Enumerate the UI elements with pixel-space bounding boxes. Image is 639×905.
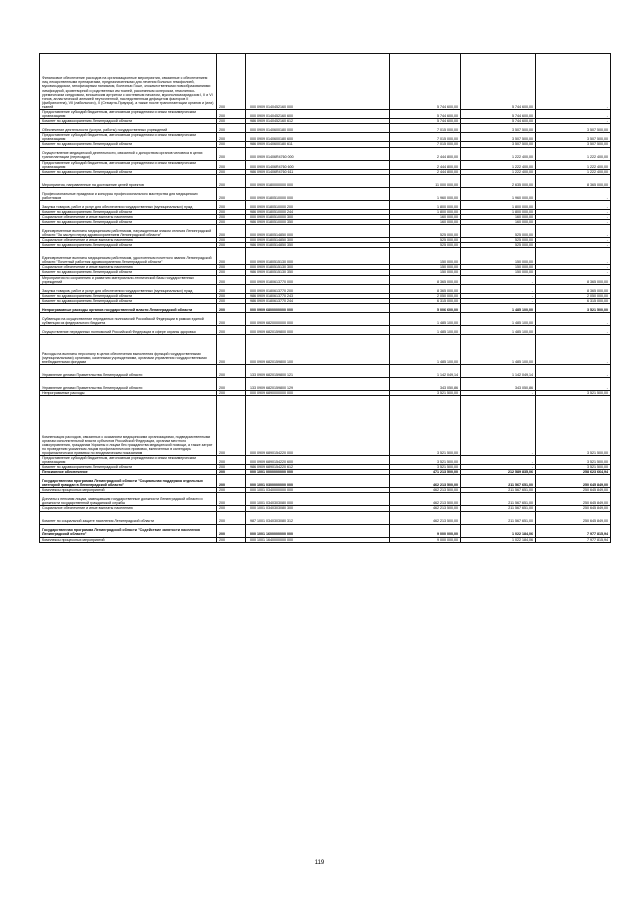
row-approved-cell: 525 000,00 [390, 243, 461, 248]
row-approved-cell: 3 521 500,00 [390, 395, 461, 455]
row-name-cell: Управление делами Правительства Ленинградской области [40, 377, 217, 390]
row-name-cell: Социальное обеспечение и иные выплаты населению [40, 214, 217, 219]
row-code-line-cell: 200 [217, 511, 246, 524]
row-name-cell: Закупка товаров, работ и услуг для обеспечения государственных (муниципальных) нужд [40, 284, 217, 293]
row-unexecuted-cell: 250 645 849,00 [536, 511, 611, 524]
row-code-line-cell: 200 [217, 220, 246, 225]
row-unexecuted-cell: 250 645 849,00 [536, 488, 611, 493]
row-executed-cell: 211 567 651,00 [461, 488, 536, 493]
row-code-line-cell: 200 [217, 265, 246, 270]
row-approved-cell: 2 444 800,00 [390, 147, 461, 160]
row-unexecuted-cell: - [536, 238, 611, 243]
table-row [40, 475, 611, 488]
row-approved-cell: 7 015 000,00 [390, 124, 461, 133]
row-name-cell: Расходы на выплаты персоналу в целях обеспечения выполнения функций государственными (муниципальными) органами, казенными учреждениями, органами управления государственными внебюджетными фондами [40, 334, 217, 364]
row-approved-cell: 462 213 500,00 [390, 493, 461, 506]
row-budget-code-cell: 000 1001 0340303080 300 [246, 506, 390, 511]
row-approved-cell: 7 015 000,00 [390, 142, 461, 147]
row-budget-code-cell: 000 0909 0140452160 000 [246, 54, 390, 110]
row-executed-cell: 1 960 000,00 [461, 187, 536, 200]
row-budget-code-cell: 000 0909 01406R4760 600 [246, 160, 390, 169]
row-approved-cell: 150 000,00 [390, 248, 461, 265]
row-unexecuted-cell: 3 521 500,00 [536, 455, 611, 464]
row-budget-code-cell: 000 0909 0180510000 300 [246, 214, 390, 219]
row-budget-code-cell: 000 0909 6820159800 000 [246, 325, 390, 334]
row-executed-cell: - [461, 284, 536, 293]
row-approved-cell: 8 365 000,00 [390, 284, 461, 293]
row-unexecuted-cell: 1 222 400,00 [536, 169, 611, 174]
row-code-line-cell: 200 [217, 142, 246, 147]
row-budget-code-cell: 986 0909 0180510000 350 [246, 220, 390, 225]
row-name-cell: Комитет по здравоохранению Ленинградской области [40, 298, 217, 303]
row-approved-cell: 2 050 000,00 [390, 293, 461, 298]
row-name-cell: Управление делами Правительства Ленинградской области [40, 364, 217, 377]
row-executed-cell: 1 800 000,00 [461, 200, 536, 209]
row-executed-cell: 1 222 400,00 [461, 169, 536, 174]
row-unexecuted-cell: - [536, 200, 611, 209]
row-name-cell: Мероприятия, направленные на достижение целей проектов [40, 174, 217, 187]
row-name-cell: Профессиональные праздники и конкурсы профессионального мастерства для медицинских работников [40, 187, 217, 200]
row-code-line-cell: 200 [217, 248, 246, 265]
table-row [40, 110, 611, 119]
row-unexecuted-cell: - [536, 243, 611, 248]
row-unexecuted-cell: - [536, 334, 611, 364]
row-budget-code-cell: 000 1001 1600000000 000 [246, 524, 390, 537]
row-name-cell: Финансовое обеспечение расходов на организационные мероприятия, связанные с обеспечением лиц лекарственными препаратами, предназначенными для лечения больных гемофилией, муковисцидозом, гипофизарным нанизмом, болезнью Гоше, злокачественными новообразованиями лимфоидной, кроветворной и родственных им тканей, рассеянным склерозом, гемолитико-уремическим синдромом, юношеским артритом с системным началом, мукополисахаридозом I, II и VI типов, апластической анемией неуточненной, наследственным дефицитом факторов II (фибриногена), VII (лабильного), X (Стюарта-Прауэра), а также после трансплантации органов и (или) тканей [40, 54, 217, 110]
row-code-line-cell: 200 [217, 200, 246, 209]
row-executed-cell: 5 744 600,00 [461, 119, 536, 124]
row-approved-cell: 6 315 000,00 [390, 298, 461, 303]
table-row [40, 312, 611, 325]
row-approved-cell: 3 521 500,00 [390, 465, 461, 470]
row-budget-code-cell: 000 0909 6820000000 000 [246, 312, 390, 325]
row-code-line-cell: 200 [217, 133, 246, 142]
row-code-line-cell: 200 [217, 270, 246, 275]
row-budget-code-cell: 000 0909 0180510000 000 [246, 187, 390, 200]
row-name-cell: Комитет по здравоохранению Ленинградской области [40, 169, 217, 174]
row-approved-cell: 1 142 049,14 [390, 364, 461, 377]
row-unexecuted-cell: - [536, 220, 611, 225]
row-name-cell: Комитет по здравоохранению Ленинградской области [40, 243, 217, 248]
row-executed-cell: 1 142 049,14 [461, 364, 536, 377]
row-name-cell: Комплексы процессных мероприятий [40, 488, 217, 493]
row-executed-cell: 525 000,00 [461, 243, 536, 248]
row-approved-cell: 11 000 000,00 [390, 174, 461, 187]
row-budget-code-cell: 986 0909 0180613770 243 [246, 293, 390, 298]
table-row [40, 303, 611, 312]
row-unexecuted-cell: 8 365 000,00 [536, 275, 611, 284]
row-unexecuted-cell: 258 623 664,94 [536, 470, 611, 475]
row-name-cell: Комитет по здравоохранению Ленинградской области [40, 209, 217, 214]
row-approved-cell: 525 000,00 [390, 225, 461, 238]
table-row [40, 284, 611, 293]
table-row [40, 524, 611, 537]
row-budget-code-cell: 986 0909 0180515130 350 [246, 270, 390, 275]
row-code-line-cell: 200 [217, 303, 246, 312]
row-budget-code-cell: 000 0909 0140600180 000 [246, 124, 390, 133]
row-name-cell: Государственная программа Ленинградской области "Социальная поддержка отдельных категорий граждан в Ленинградской области" [40, 475, 217, 488]
row-budget-code-cell: 000 0909 6890154220 600 [246, 455, 390, 464]
row-code-line-cell: 200 [217, 390, 246, 395]
row-executed-cell: 525 000,00 [461, 238, 536, 243]
row-executed-cell: 1 222 400,00 [461, 147, 536, 160]
row-budget-code-cell: 000 0909 0140452160 600 [246, 110, 390, 119]
row-name-cell: Предоставление субсидий бюджетным, автономным учреждениям и иным некоммерческим организациям [40, 160, 217, 169]
row-name-cell: Непрограммные расходы [40, 390, 217, 395]
row-name-cell: Доплаты к пенсиям лицам, замещавшим государственные должности Ленинградской области и должности государственной гражданской службы [40, 493, 217, 506]
table-row [40, 200, 611, 209]
row-budget-code-cell: 986 0909 0180613770 244 [246, 298, 390, 303]
row-unexecuted-cell: - [536, 364, 611, 377]
row-approved-cell: 9 000 000,00 [390, 537, 461, 542]
row-executed-cell: - [461, 298, 536, 303]
table-row [40, 147, 611, 160]
table-row [40, 395, 611, 455]
row-unexecuted-cell: - [536, 54, 611, 110]
row-unexecuted-cell: 3 507 500,00 [536, 133, 611, 142]
row-budget-code-cell: 986 0909 0180510000 244 [246, 209, 390, 214]
row-unexecuted-cell: - [536, 270, 611, 275]
row-approved-cell: 150 000,00 [390, 270, 461, 275]
row-name-cell: Закупка товаров, работ и услуг для обеспечения государственных (муниципальных) нужд [40, 200, 217, 209]
row-name-cell: Компенсация расходов, связанных с оказанием медицинскими организациями, подведомственными органам исполнительной власти субъектов Российской Федерации, органам местного самоуправления, гражданам Украины и лицам без гражданства медицинской помощи, а также затрат по проведению указанным лицам профилактических прививок, включенных в календарь профилактических прививок по эпидемическим показаниям [40, 395, 217, 455]
row-code-line-cell: 200 [217, 364, 246, 377]
row-budget-code-cell: 987 1001 0340303080 312 [246, 511, 390, 524]
row-approved-cell: 5 744 600,00 [390, 54, 461, 110]
row-code-line-cell: 200 [217, 214, 246, 219]
row-executed-cell: - [461, 465, 536, 470]
row-executed-cell: 5 744 600,00 [461, 110, 536, 119]
row-approved-cell: 160 000,00 [390, 220, 461, 225]
row-code-line-cell: 200 [217, 160, 246, 169]
row-name-cell: Мероприятия по сохранению и развитию материально-технической базы государственных учреждений [40, 275, 217, 284]
table-row [40, 54, 611, 110]
row-approved-cell: 462 213 500,00 [390, 506, 461, 511]
row-code-line-cell: 200 [217, 187, 246, 200]
row-executed-cell: 1 485 100,00 [461, 325, 536, 334]
row-executed-cell: 211 567 651,00 [461, 506, 536, 511]
row-executed-cell: 525 000,00 [461, 225, 536, 238]
row-executed-cell: 1 022 184,06 [461, 537, 536, 542]
row-unexecuted-cell: - [536, 209, 611, 214]
row-name-cell: Комитет по социальной защите населения Ленинградской области [40, 511, 217, 524]
row-executed-cell: 1 485 100,00 [461, 303, 536, 312]
row-code-line-cell: 200 [217, 298, 246, 303]
row-budget-code-cell: 000 0909 0180613770 000 [246, 275, 390, 284]
row-unexecuted-cell: 3 507 500,00 [536, 142, 611, 147]
row-executed-cell: - [461, 455, 536, 464]
row-approved-cell: 150 000,00 [390, 265, 461, 270]
row-name-cell: Комитет по здравоохранению Ленинградской области [40, 465, 217, 470]
row-approved-cell: 1 485 100,00 [390, 312, 461, 325]
row-approved-cell: 5 006 600,00 [390, 303, 461, 312]
row-unexecuted-cell: 8 365 000,00 [536, 174, 611, 187]
row-unexecuted-cell: - [536, 225, 611, 238]
row-name-cell: Осуществление медицинской деятельности, связанной с донорством органов человека в целях трансплантации (пересадки) [40, 147, 217, 160]
row-name-cell: Комитет по здравоохранению Ленинградской области [40, 142, 217, 147]
row-approved-cell: 1 800 000,00 [390, 209, 461, 214]
row-unexecuted-cell: 3 521 500,00 [536, 395, 611, 455]
row-unexecuted-cell: 3 507 500,00 [536, 124, 611, 133]
row-code-line-cell: 200 [217, 377, 246, 390]
row-unexecuted-cell: - [536, 265, 611, 270]
row-executed-cell: 212 589 835,06 [461, 470, 536, 475]
row-approved-cell: 462 213 500,00 [390, 511, 461, 524]
row-code-line-cell: 200 [217, 325, 246, 334]
table-row [40, 455, 611, 464]
row-executed-cell: 2 635 000,00 [461, 174, 536, 187]
row-unexecuted-cell: - [536, 110, 611, 119]
row-unexecuted-cell: - [536, 214, 611, 219]
row-executed-cell: 150 000,00 [461, 270, 536, 275]
row-executed-cell: - [461, 390, 536, 395]
row-code-line-cell: 200 [217, 493, 246, 506]
row-executed-cell: 3 507 500,00 [461, 133, 536, 142]
row-code-line-cell: 200 [217, 524, 246, 537]
row-budget-code-cell: 000 0909 0180510000 200 [246, 200, 390, 209]
row-executed-cell: 160 000,00 [461, 220, 536, 225]
table-row [40, 160, 611, 169]
row-executed-cell: 211 567 651,00 [461, 475, 536, 488]
row-code-line-cell: 200 [217, 455, 246, 464]
row-approved-cell: 1 485 100,00 [390, 334, 461, 364]
row-code-line-cell: 200 [217, 147, 246, 160]
row-executed-cell: 1 222 400,00 [461, 160, 536, 169]
row-code-line-cell: 200 [217, 169, 246, 174]
table-row [40, 124, 611, 133]
row-executed-cell: 211 567 651,00 [461, 511, 536, 524]
row-name-cell: Комитет по здравоохранению Ленинградской области [40, 270, 217, 275]
table-row [40, 537, 611, 542]
row-budget-code-cell: 000 0909 6890154220 000 [246, 395, 390, 455]
row-code-line-cell: 200 [217, 334, 246, 364]
row-name-cell: Обеспечение деятельности (услуги, работы) государственных учреждений [40, 124, 217, 133]
row-approved-cell: 8 365 000,00 [390, 275, 461, 284]
row-code-line-cell: 200 [217, 395, 246, 455]
row-approved-cell: 7 015 000,00 [390, 133, 461, 142]
row-budget-code-cell: 000 0909 0180514850 000 [246, 225, 390, 238]
row-budget-code-cell: 000 0909 6820159800 100 [246, 334, 390, 364]
row-unexecuted-cell: 3 521 500,00 [536, 303, 611, 312]
row-budget-code-cell: 000 1001 0340303080 000 [246, 493, 390, 506]
row-name-cell: Предоставление субсидий бюджетным, автономным учреждениям и иным некоммерческим организациям [40, 133, 217, 142]
row-budget-code-cell: 986 0909 01406R4760 611 [246, 169, 390, 174]
row-unexecuted-cell: 250 645 849,00 [536, 475, 611, 488]
row-code-line-cell: 200 [217, 475, 246, 488]
row-name-cell: Социальное обеспечение и иные выплаты населению [40, 265, 217, 270]
row-code-line-cell: 200 [217, 537, 246, 542]
row-budget-code-cell: 000 0909 0180515130 300 [246, 265, 390, 270]
row-budget-code-cell: 986 0909 6890154220 612 [246, 465, 390, 470]
row-budget-code-cell: 000 1001 0000000000 000 [246, 470, 390, 475]
budget-table-body [40, 54, 611, 543]
row-code-line-cell: 200 [217, 470, 246, 475]
row-budget-code-cell: 000 0909 0140600180 600 [246, 133, 390, 142]
row-approved-cell: 3 521 500,00 [390, 390, 461, 395]
row-approved-cell: 1 800 000,00 [390, 200, 461, 209]
row-approved-cell: 3 521 500,00 [390, 455, 461, 464]
row-approved-cell: 1 960 000,00 [390, 187, 461, 200]
row-unexecuted-cell: - [536, 312, 611, 325]
row-executed-cell: 1 485 100,00 [461, 334, 536, 364]
table-row [40, 174, 611, 187]
table-row [40, 511, 611, 524]
table-row [40, 334, 611, 364]
table-row [40, 133, 611, 142]
row-executed-cell: - [461, 395, 536, 455]
row-name-cell: Единовременные выплаты медицинским работникам, награжденным знаком отличия Ленинградской области "За заслуги перед здравоохранением Ленинградской области" [40, 225, 217, 238]
row-executed-cell: 1 022 184,06 [461, 524, 536, 537]
row-name-cell: Государственная программа Ленинградской области "Содействие занятости населения Ленинградской области" [40, 524, 217, 537]
row-code-line-cell: 200 [217, 174, 246, 187]
row-executed-cell: 1 800 000,00 [461, 209, 536, 214]
row-unexecuted-cell: 8 365 000,00 [536, 284, 611, 293]
row-unexecuted-cell: 7 977 815,94 [536, 524, 611, 537]
row-unexecuted-cell: 3 521 500,00 [536, 390, 611, 395]
table-row [40, 325, 611, 334]
row-name-cell: Комитет по здравоохранению Ленинградской области [40, 293, 217, 298]
row-code-line-cell: 200 [217, 284, 246, 293]
row-name-cell: Комитет по здравоохранению Ленинградской области [40, 119, 217, 124]
row-budget-code-cell: 000 0909 0180613770 200 [246, 284, 390, 293]
row-unexecuted-cell: 2 050 000,00 [536, 293, 611, 298]
row-code-line-cell: 200 [217, 243, 246, 248]
budget-table [39, 53, 611, 543]
row-budget-code-cell: 133 0909 6820159800 129 [246, 377, 390, 390]
row-code-line-cell: 200 [217, 312, 246, 325]
row-approved-cell: 9 000 000,00 [390, 524, 461, 537]
row-executed-cell: 1 485 100,00 [461, 312, 536, 325]
row-approved-cell: 2 444 800,00 [390, 169, 461, 174]
row-unexecuted-cell: - [536, 377, 611, 390]
row-budget-code-cell: 000 0909 01406R4760 000 [246, 147, 390, 160]
row-approved-cell: 471 213 500,00 [390, 470, 461, 475]
row-unexecuted-cell: 1 222 400,00 [536, 160, 611, 169]
row-code-line-cell: 200 [217, 506, 246, 511]
row-name-cell: Социальное обеспечение и иные выплаты населению [40, 238, 217, 243]
row-approved-cell: 525 000,00 [390, 238, 461, 243]
row-budget-code-cell: 000 1001 0300000000 000 [246, 475, 390, 488]
row-budget-code-cell: 000 0909 6800000000 000 [246, 303, 390, 312]
row-approved-cell: 2 444 800,00 [390, 160, 461, 169]
row-unexecuted-cell: - [536, 187, 611, 200]
row-budget-code-cell: 000 0909 0180514850 300 [246, 238, 390, 243]
page-number: 119 [314, 860, 325, 866]
table-row [40, 493, 611, 506]
row-executed-cell: 211 567 651,00 [461, 493, 536, 506]
row-budget-code-cell: 133 0909 6820159800 121 [246, 364, 390, 377]
row-name-cell: Предоставление субсидий бюджетным, автономным учреждениям и иным некоммерческим организациям [40, 455, 217, 464]
row-executed-cell: 150 000,00 [461, 265, 536, 270]
row-budget-code-cell: 986 0909 0140600180 611 [246, 142, 390, 147]
row-name-cell: Субвенции на осуществление переданных полномочий Российской Федерации в рамках единой субвенции из федерального бюджета [40, 312, 217, 325]
row-name-cell: Предоставление субсидий бюджетным, автономным учреждениям и иным некоммерческим организациям [40, 110, 217, 119]
row-executed-cell: 5 744 600,00 [461, 54, 536, 110]
row-unexecuted-cell: 1 222 400,00 [536, 147, 611, 160]
table-row [40, 248, 611, 265]
row-budget-code-cell: 000 1001 0340000000 000 [246, 488, 390, 493]
row-executed-cell: 343 050,86 [461, 377, 536, 390]
row-name-cell: Непрограммные расходы органов государственной власти Ленинградской области [40, 303, 217, 312]
row-budget-code-cell: 986 0909 0180514850 350 [246, 243, 390, 248]
row-approved-cell: 160 000,00 [390, 214, 461, 219]
row-budget-code-cell: 986 0909 0140452160 612 [246, 119, 390, 124]
table-row [40, 187, 611, 200]
row-unexecuted-cell: 6 315 000,00 [536, 298, 611, 303]
table-row [40, 225, 611, 238]
row-name-cell: Комплексы процессных мероприятий [40, 537, 217, 542]
row-name-cell: Пенсионное обеспечение [40, 470, 217, 475]
row-approved-cell: 343 050,86 [390, 377, 461, 390]
row-executed-cell: - [461, 275, 536, 284]
row-name-cell: Социальное обеспечение и иные выплаты населению [40, 506, 217, 511]
row-unexecuted-cell: - [536, 325, 611, 334]
row-name-cell: Комитет по здравоохранению Ленинградской области [40, 220, 217, 225]
row-executed-cell: 3 507 500,00 [461, 142, 536, 147]
row-name-cell: Осуществление переданных полномочий Российской Федерации в сфере охраны здоровья [40, 325, 217, 334]
row-unexecuted-cell: 3 521 500,00 [536, 465, 611, 470]
table-row [40, 377, 611, 390]
row-code-line-cell: 200 [217, 124, 246, 133]
row-budget-code-cell: 000 0909 0180000000 000 [246, 174, 390, 187]
row-code-line-cell: 200 [217, 110, 246, 119]
row-budget-code-cell: 000 0909 6890000000 000 [246, 390, 390, 395]
row-approved-cell: 462 213 500,00 [390, 475, 461, 488]
row-executed-cell: 150 000,00 [461, 248, 536, 265]
row-approved-cell: 5 744 600,00 [390, 110, 461, 119]
row-unexecuted-cell: 7 977 815,94 [536, 537, 611, 542]
row-code-line-cell: 200 [217, 275, 246, 284]
row-code-line-cell: 200 [217, 465, 246, 470]
row-code-line-cell: 200 [217, 209, 246, 214]
table-row [40, 275, 611, 284]
row-budget-code-cell: 000 0909 0180515130 000 [246, 248, 390, 265]
row-executed-cell: - [461, 293, 536, 298]
row-unexecuted-cell: 250 645 849,00 [536, 506, 611, 511]
row-unexecuted-cell: - [536, 119, 611, 124]
row-code-line-cell: 200 [217, 238, 246, 243]
row-code-line-cell: 200 [217, 225, 246, 238]
row-budget-code-cell: 000 1001 1640000000 000 [246, 537, 390, 542]
row-executed-cell: 160 000,00 [461, 214, 536, 219]
row-code-line-cell: 200 [217, 54, 246, 110]
row-approved-cell: 1 485 100,00 [390, 325, 461, 334]
row-code-line-cell: 200 [217, 488, 246, 493]
row-approved-cell: 462 213 500,00 [390, 488, 461, 493]
row-approved-cell: 5 744 600,00 [390, 119, 461, 124]
row-code-line-cell: 200 [217, 293, 246, 298]
row-executed-cell: 3 507 500,00 [461, 124, 536, 133]
row-name-cell: Единовременные выплаты медицинским работникам, удостоенным почетного звания Ленинградской области "Почетный работник здравоохранения Ленинградской области" [40, 248, 217, 265]
row-unexecuted-cell: - [536, 248, 611, 265]
table-row [40, 364, 611, 377]
row-unexecuted-cell: 250 645 849,00 [536, 493, 611, 506]
row-code-line-cell: 200 [217, 119, 246, 124]
